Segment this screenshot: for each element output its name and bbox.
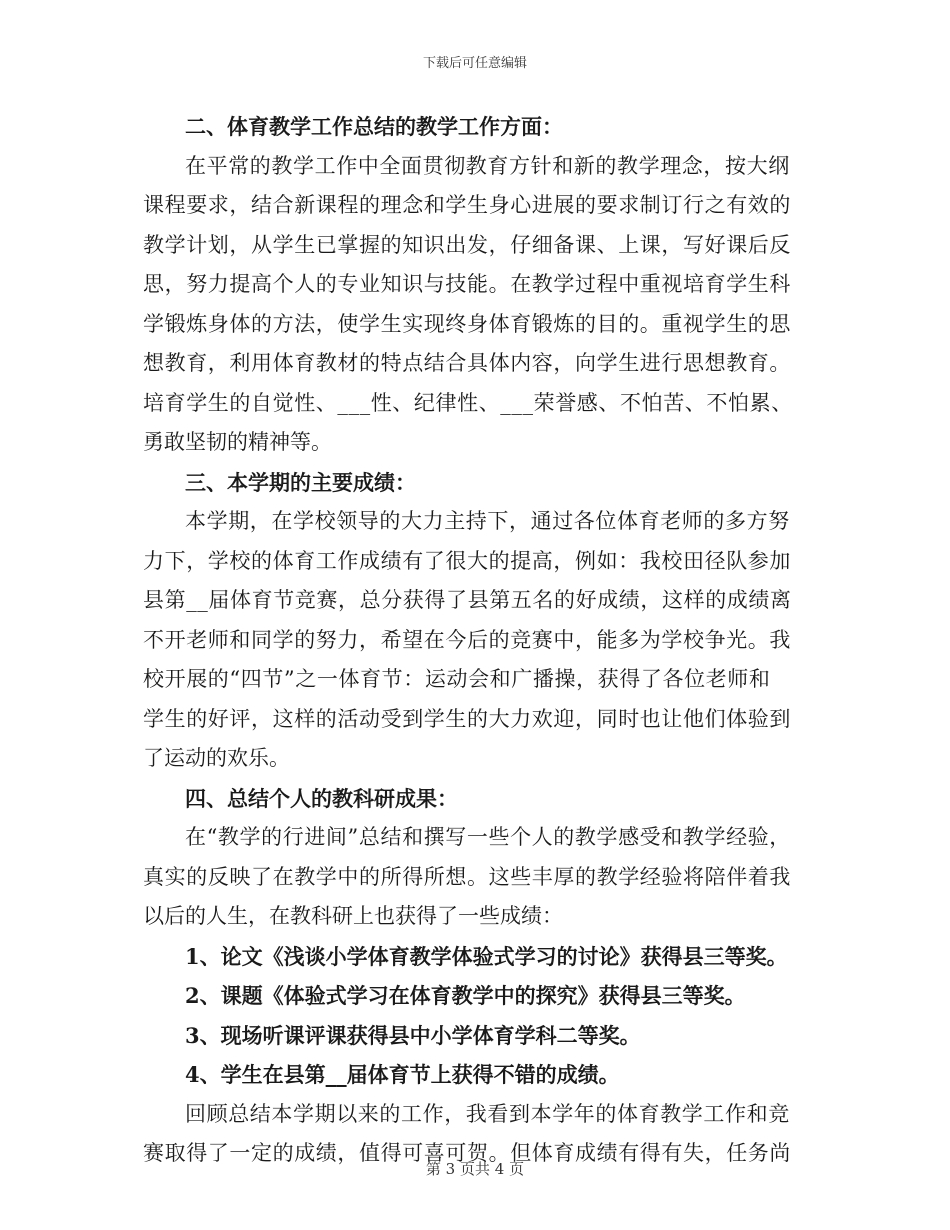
paragraph-line: 学生的好评，这样的活动受到学生的大力欢迎，同时也让他们体验到 [143,706,791,731]
paragraph-line: 回顾总结本学期以来的工作，我看到本学年的体育教学工作和竞 [185,1101,790,1126]
page-number: 第 3 页共 4 页 [425,1160,525,1178]
paragraph-line: 县第__届体育节竞赛，总分获得了县第五名的好成绩，这样的成绩离 [143,588,792,612]
page-header-note: 下载后可任意编辑 [422,56,527,71]
section-heading-teaching-work: 二、体育教学工作总结的教学工作方面： [185,114,563,139]
document-body [143,107,807,1174]
section-heading-research: 四、总结个人的教科研成果： [185,785,458,811]
paragraph-line: 真实的反映了在教学中的所得所想。这些丰厚的教学经验将陪伴着我 [143,864,791,889]
paragraph-line: 以后的人生，在教科研上也获得了一些成绩： [143,904,563,928]
list-item: 2、课题《体验式学习在体育教学中的探究》获得县三等奖。 [185,983,746,1008]
list-item: 1、论文《浅谈小学体育教学体验式学习的讨论》获得县三等奖。 [185,943,788,969]
paragraph-line: 培育学生的自觉性、___性、纪律性、___荣誉感、不怕苦、不怕累、 [143,390,793,415]
list-item: 3、现场听课评课获得县中小学体育学科二等奖。 [185,1022,641,1048]
list-item: 4、学生在县第__届体育节上获得不错的成绩。 [185,1062,620,1087]
paragraph-line: 本学期，在学校领导的大力主持下，通过各位体育老师的多方努 [185,509,790,533]
paragraph-line: 学锻炼身体的方法，使学生实现终身体育锻炼的目的。重视学生的思 [143,311,791,336]
paragraph-line: 在平常的教学工作中全面贯彻教育方针和新的教学理念，按大纲 [185,153,790,178]
paragraph-line: 思，努力提高个人的专业知识与技能。在教学过程中重视培育学生科 [143,272,791,296]
paragraph-line: 想教育，利用体育教材的特点结合具体内容，向学生进行思想教育。 [143,351,791,375]
paragraph-line: 勇敢坚韧的精神等。 [143,430,332,454]
paragraph-line: 力下，学校的体育工作成绩有了很大的提高，例如：我校田径队参加 [143,548,791,573]
paragraph-line: 课程要求，结合新课程的理念和学生身心进展的要求制订行之有效的 [143,193,791,217]
paragraph-line: 校开展的“四节”之一体育节：运动会和广播操，获得了各位老师和 [143,667,771,691]
paragraph-line: 了运动的欢乐。 [143,746,290,770]
paragraph-line: 赛取得了一定的成绩，值得可喜可贺。但体育成绩有得有失，任务尚 [143,1141,791,1165]
section-heading-achievements: 三、本学期的主要成绩： [185,469,416,495]
paragraph-line: 不开老师和同学的努力，希望在今后的竞赛中，能多为学校争光。我 [143,627,791,652]
paragraph-line: 在“教学的行进间”总结和撰写一些个人的教学感受和教学经验， [185,825,791,849]
paragraph-line: 教学计划，从学生已掌握的知识出发，仔细备课、上课，写好课后反 [143,232,791,257]
